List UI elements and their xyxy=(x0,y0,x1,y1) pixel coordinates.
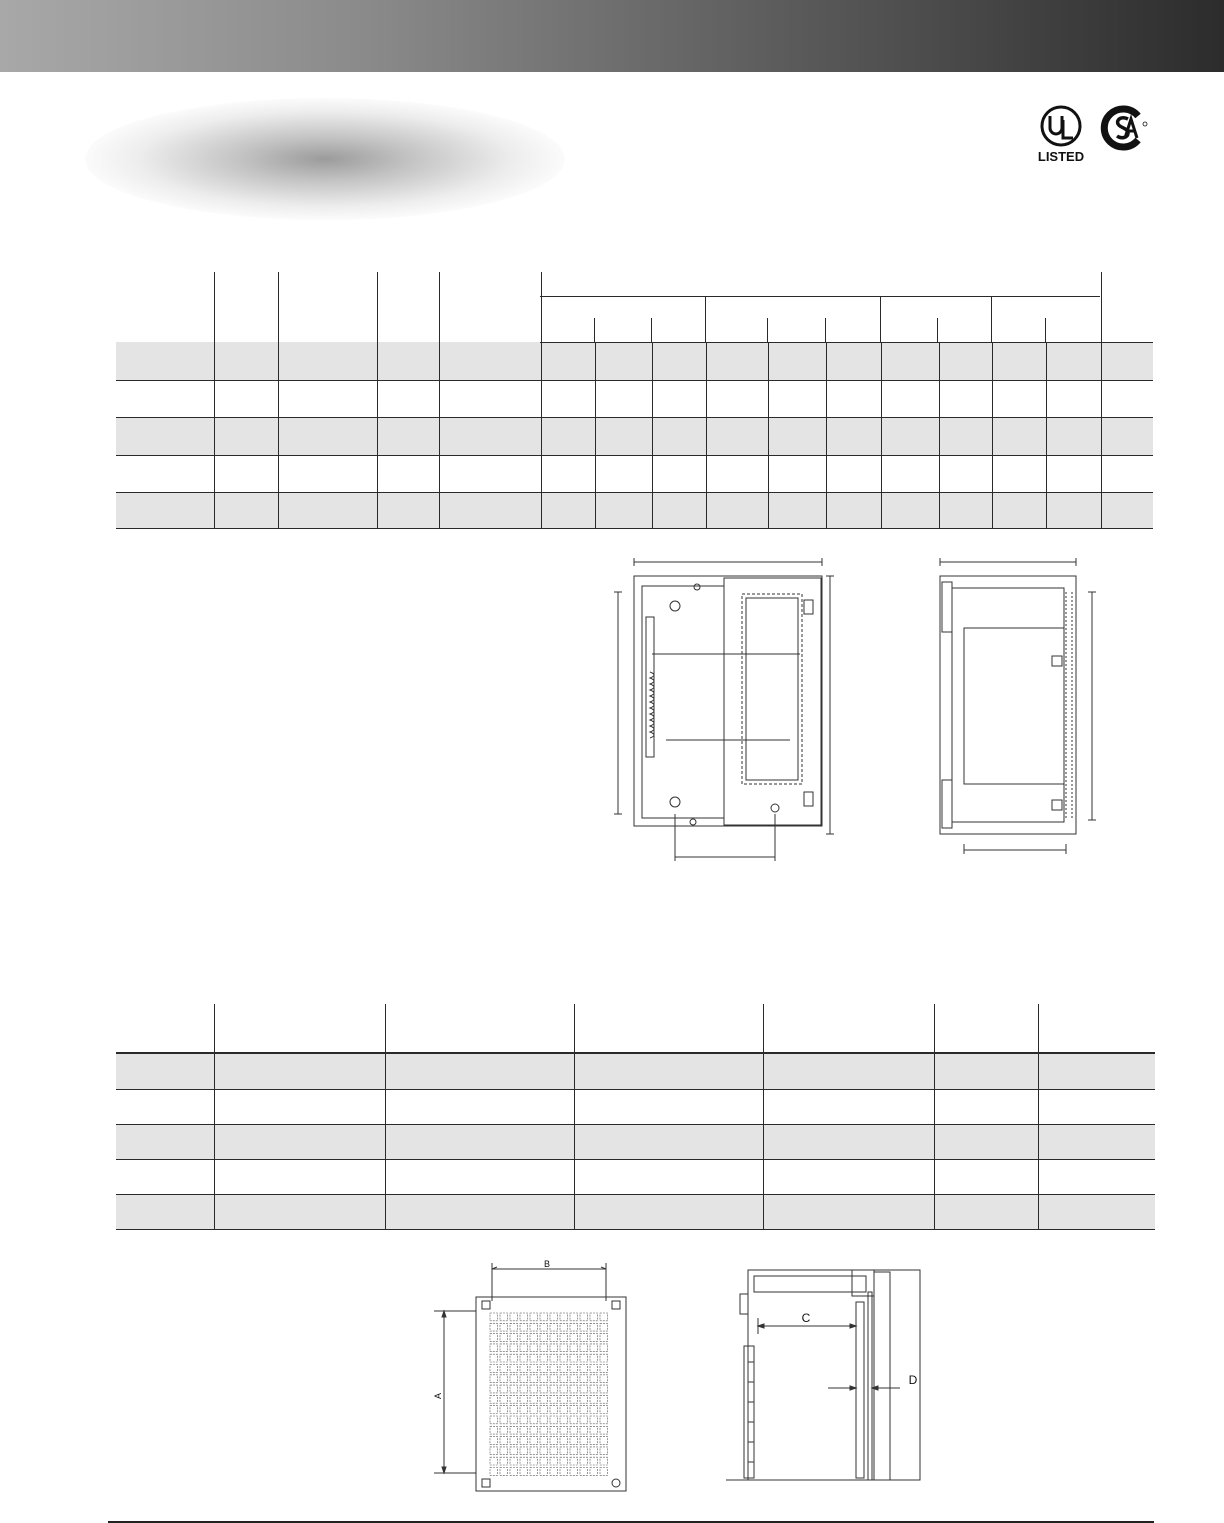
table-header-row xyxy=(116,272,1153,342)
header-cell xyxy=(377,272,439,342)
header-subcolumn-divider xyxy=(825,318,826,342)
table-row xyxy=(116,342,1153,380)
table-row xyxy=(116,1089,1155,1124)
csa-icon xyxy=(1100,104,1148,152)
dimensions-header-cell xyxy=(541,272,1101,342)
panel-section-drawing xyxy=(720,1262,930,1492)
header-cell xyxy=(439,272,541,342)
header-subcolumn-divider xyxy=(594,318,595,342)
header-group-rule xyxy=(540,342,1153,343)
header-group-divider xyxy=(705,296,706,342)
specifications-table xyxy=(116,272,1153,529)
header-cell xyxy=(1038,1004,1155,1053)
dimension-label-b: B xyxy=(543,1259,551,1269)
title-glow xyxy=(85,98,565,220)
table-row xyxy=(116,380,1153,417)
dimension-label-a: A xyxy=(433,1392,443,1400)
header-cell xyxy=(278,272,377,342)
header-subcolumn-divider xyxy=(767,318,768,342)
table-row xyxy=(116,1159,1155,1194)
table-row xyxy=(116,1054,1155,1089)
table-row xyxy=(116,1124,1155,1159)
ul-listed-icon xyxy=(1030,104,1094,164)
header-group-rule xyxy=(540,296,1100,297)
table-row xyxy=(116,455,1153,492)
table-row xyxy=(116,417,1153,455)
header-subcolumn-divider xyxy=(937,318,938,342)
header-subcolumn-divider xyxy=(651,318,652,342)
header-cell xyxy=(116,1004,214,1053)
header-cell xyxy=(1101,272,1153,342)
header-cell xyxy=(385,1004,574,1053)
header-cell xyxy=(763,1004,934,1053)
enclosure-front-view-drawing xyxy=(610,552,840,867)
ul-listed-text: LISTED xyxy=(1037,149,1085,164)
header-group-divider xyxy=(991,296,992,342)
header-cell xyxy=(214,272,278,342)
dimension-label-d: D xyxy=(908,1373,918,1387)
table-row xyxy=(116,1194,1155,1229)
header-cell xyxy=(934,1004,1038,1053)
header-cell xyxy=(116,272,214,342)
header-cell xyxy=(574,1004,763,1053)
accessories-table xyxy=(116,1004,1155,1230)
mounting-panel-drawing xyxy=(430,1255,640,1505)
enclosure-side-view-drawing xyxy=(930,552,1110,857)
table-header-row xyxy=(116,1004,1155,1053)
header-bar xyxy=(0,0,1224,72)
header-group-divider xyxy=(880,296,881,342)
table-row xyxy=(116,492,1153,528)
header-cell xyxy=(214,1004,385,1053)
dimension-label-c: C xyxy=(801,1311,811,1325)
header-subcolumn-divider xyxy=(1045,318,1046,342)
